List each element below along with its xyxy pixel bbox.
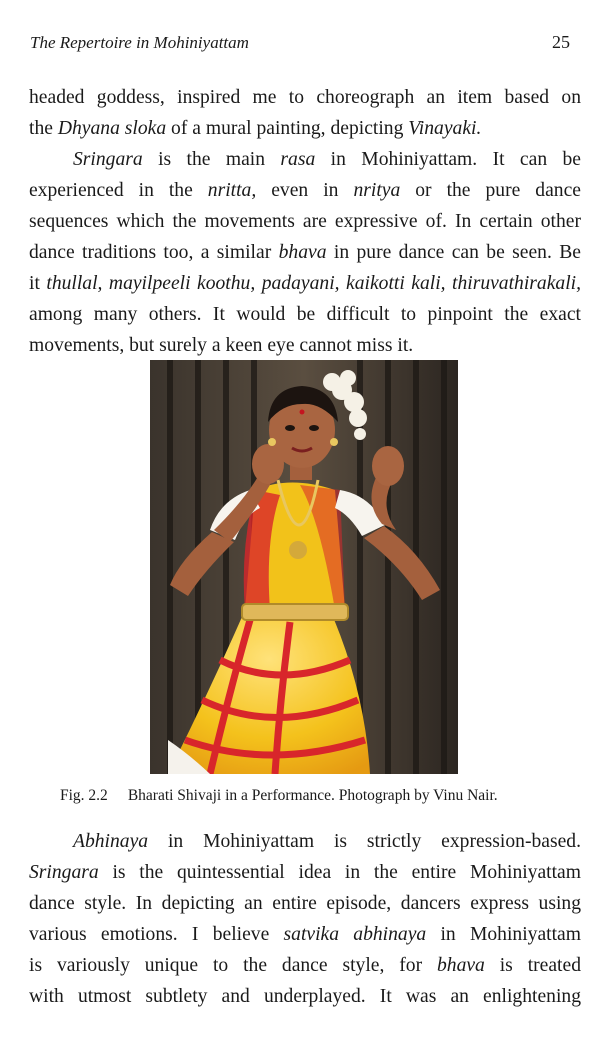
italic-term: thullal, mayilpeeli koothu, padayani, kaikotti kali, thiruvathirakali, — [46, 273, 581, 294]
paragraph-line: sequences which the movements are expressive of. In certain other — [29, 211, 581, 232]
italic-term: Vinayaki. — [408, 118, 482, 139]
paragraph-line: movements, but surely a keen eye cannot miss it. — [29, 335, 414, 356]
paragraph-line: among many others. It would be difficult to pinpoint the exact — [29, 304, 581, 325]
italic-term: Sringara — [29, 862, 99, 883]
text-run: in pure dance can be seen. Be — [326, 242, 581, 263]
text-run: experienced in the — [29, 180, 208, 201]
text-run: in Mohiniyattam. It can be — [315, 149, 581, 170]
text-run: of a mural painting, depicting — [166, 118, 409, 139]
paragraph-line — [29, 857, 581, 888]
paragraph-line: dance style. In depicting an entire episode, dancers express using — [29, 893, 581, 914]
paragraph-line — [29, 826, 581, 857]
text-run: in Mohiniyattam is strictly expression-based. — [148, 831, 581, 852]
paragraph-2 — [29, 144, 581, 361]
dancer-photo-illustration — [150, 360, 458, 774]
paragraph-line: headed goddess, inspired me to choreograph an item based on — [29, 87, 581, 108]
text-run: is treated — [484, 955, 581, 976]
paragraph-line — [29, 175, 581, 206]
italic-term: satvika abhinaya — [283, 924, 427, 945]
figure-number: Fig. 2.2 — [60, 787, 108, 804]
italic-term: bhava — [436, 955, 485, 976]
italic-term: rasa — [280, 149, 316, 170]
paragraph-line: with utmost subtlety and underplayed. It was an enlightening — [29, 986, 581, 1007]
italic-term: nritya — [353, 180, 401, 201]
text-run: is the quintessential idea in the entire Mohiniyattam — [98, 862, 581, 883]
paragraph-line — [29, 268, 581, 299]
text-run: or the pure dance — [400, 180, 581, 201]
paragraph-line — [29, 950, 581, 981]
page-number: 25 — [552, 32, 570, 52]
dancer-photograph — [150, 360, 458, 774]
caption-text: Bharati Shivaji in a Performance. Photograph by Vinu Nair. — [127, 787, 498, 804]
paragraph-line — [29, 237, 581, 268]
text-run: various emotions. I believe — [29, 924, 284, 945]
text-run: even in — [256, 180, 354, 201]
text-run: it — [29, 273, 47, 294]
chapter-title: The Repertoire in Mohiniyattam — [30, 33, 249, 52]
text-run: is variously unique to the dance style, for — [29, 955, 437, 976]
running-head — [30, 32, 570, 56]
italic-term: Sringara — [73, 149, 143, 170]
italic-term: Dhyana sloka — [57, 118, 167, 139]
paragraph-3 — [29, 826, 581, 1012]
italic-term: nritta, — [207, 180, 257, 201]
text-run: dance traditions too, a similar — [29, 242, 279, 263]
italic-term: Abhinaya — [73, 831, 149, 852]
paragraph-1 — [29, 82, 581, 144]
figure-caption — [60, 787, 498, 805]
text-run: in Mohiniyattam — [426, 924, 581, 945]
paragraph-line — [29, 144, 581, 175]
text-run: the — [29, 118, 58, 139]
paragraph-line — [29, 919, 581, 950]
paragraph-line — [29, 113, 581, 144]
italic-term: bhava — [278, 242, 327, 263]
text-run: is the main — [142, 149, 281, 170]
